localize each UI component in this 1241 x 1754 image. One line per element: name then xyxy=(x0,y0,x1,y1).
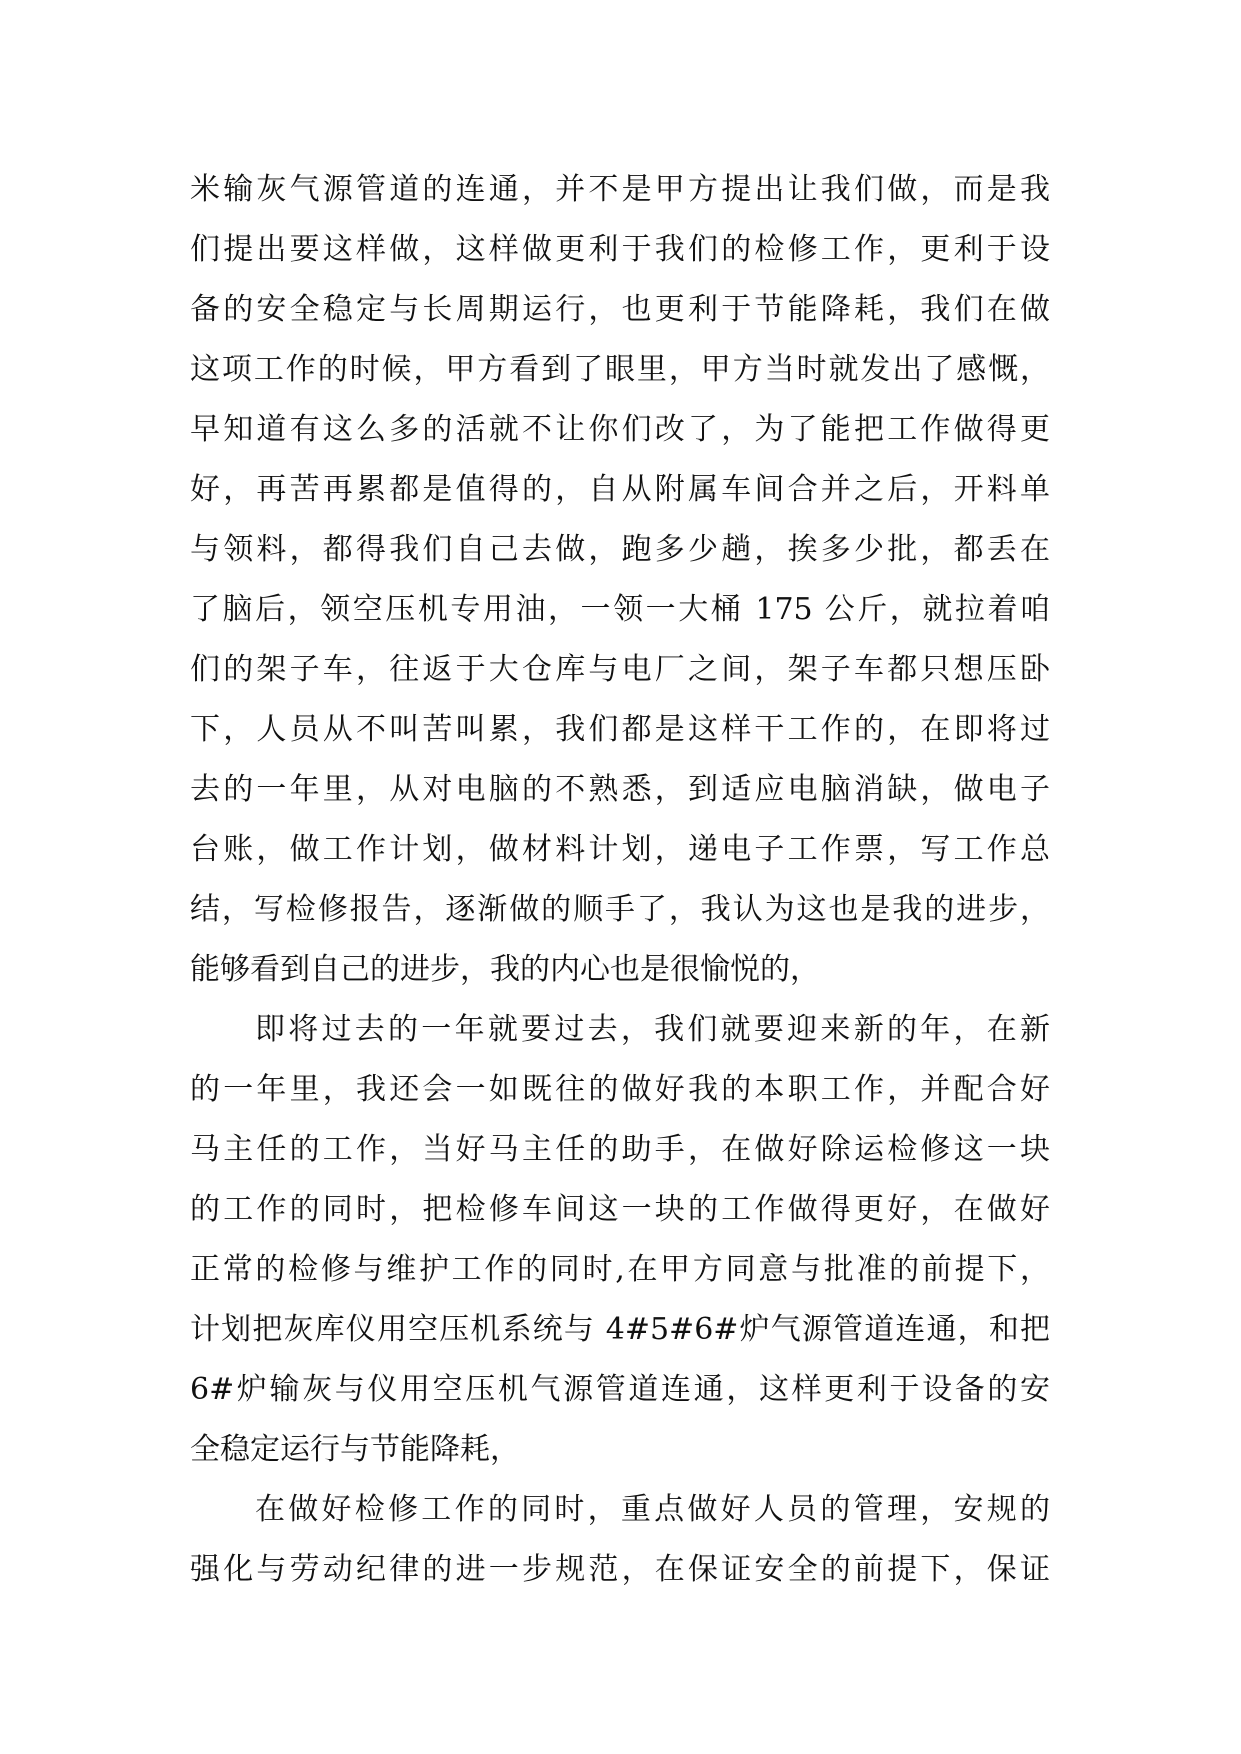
text-line: 了脑后，领空压机专用油，一领一大桶 175 公斤，就拉着咱 xyxy=(190,592,1050,627)
text-line: 的工作的同时，把检修车间这一块的工作做得更好，在做好 xyxy=(190,1192,1050,1227)
text-line: 好，再苦再累都是值得的，自从附属车间合并之后，开料单 xyxy=(190,472,1050,507)
text-line: 在做好检修工作的同时，重点做好人员的管理，安规的 xyxy=(255,1492,1050,1527)
text-line: 早知道有这么多的活就不让你们改了，为了能把工作做得更 xyxy=(190,412,1050,447)
text-line: 能够看到自己的进步，我的内心也是很愉悦的， xyxy=(190,952,820,987)
text-line: 备的安全稳定与长周期运行，也更利于节能降耗，我们在做 xyxy=(190,292,1050,327)
text-line: 正常的检修与维护工作的同时,在甲方同意与批准的前提下， xyxy=(190,1252,1050,1287)
text-line: 马主任的工作，当好马主任的助手，在做好除运检修这一块 xyxy=(190,1132,1050,1167)
text-line: 们提出要这样做，这样做更利于我们的检修工作，更利于设 xyxy=(190,232,1050,267)
text-line: 全稳定运行与节能降耗， xyxy=(190,1432,520,1467)
text-line: 结，写检修报告，逐渐做的顺手了，我认为这也是我的进步， xyxy=(190,892,1050,927)
text-line: 6#炉输灰与仪用空压机气源管道连通，这样更利于设备的安 xyxy=(190,1372,1050,1407)
text-line: 米输灰气源管道的连通，并不是甲方提出让我们做，而是我 xyxy=(190,172,1050,207)
text-line: 的一年里，我还会一如既往的做好我的本职工作，并配合好 xyxy=(190,1072,1050,1107)
text-line: 强化与劳动纪律的进一步规范，在保证安全的前提下，保证 xyxy=(190,1552,1050,1587)
text-line: 去的一年里，从对电脑的不熟悉，到适应电脑消缺，做电子 xyxy=(190,772,1050,807)
text-line: 即将过去的一年就要过去，我们就要迎来新的年，在新 xyxy=(255,1012,1050,1047)
text-line: 台账，做工作计划，做材料计划，递电子工作票，写工作总 xyxy=(190,832,1050,867)
text-line: 这项工作的时候，甲方看到了眼里，甲方当时就发出了感慨， xyxy=(190,352,1050,387)
text-line: 计划把灰库仪用空压机系统与 4#5#6#炉气源管道连通，和把 xyxy=(190,1312,1050,1347)
text-line: 下，人员从不叫苦叫累，我们都是这样干工作的，在即将过 xyxy=(190,712,1050,747)
text-line: 们的架子车，往返于大仓库与电厂之间，架子车都只想压卧 xyxy=(190,652,1050,687)
text-line: 与领料，都得我们自己去做，跑多少趟，挨多少批，都丢在 xyxy=(190,532,1050,567)
